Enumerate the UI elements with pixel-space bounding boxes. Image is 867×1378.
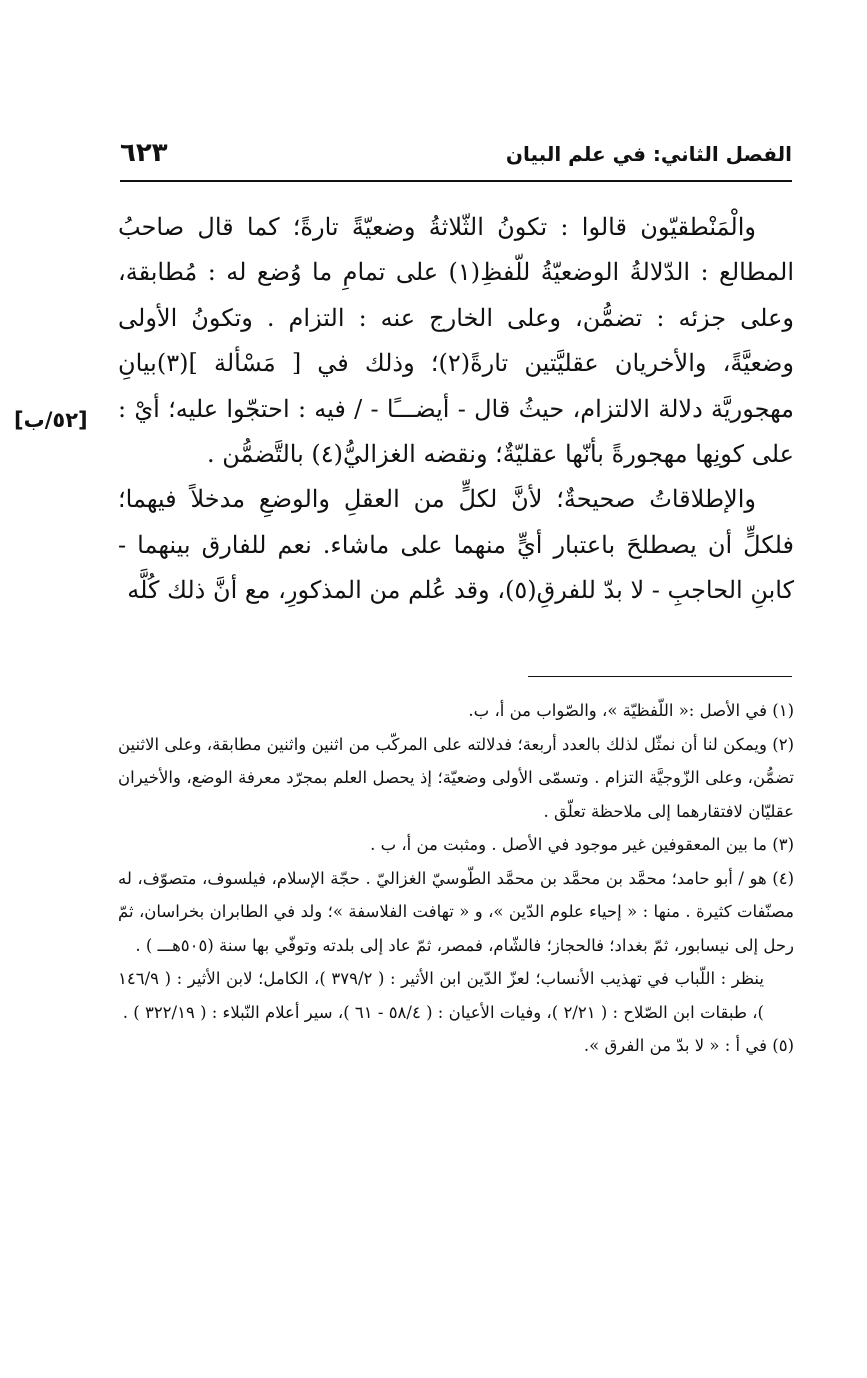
chapter-title: الفصل الثاني: في علم البيان	[505, 142, 792, 166]
manuscript-folio-marker: [٥٢/ب]	[14, 408, 88, 432]
body-paragraph: والْمَنْطقيّون قالوا : تكونُ الثّلاثةُ وضعيّةً تارةً؛ كما قال صاحبُ المطالع : الدّلالةُ الوضعيّةُ للّفظِ(١) على تمامِ ما وُضع له : مُطابقة، وعلى جزئه : تضمُّن، وعلى الخارج عنه : التزام . وتكونُ الأولى وضعيَّةً، والأخريان عقليَّتين تارةً(٢)؛ وذلك في [ مَسْألة ](٣)بيانِ مهجوريَّة دلالة الالتزام، حيثُ قال - أيضـــًا - / فيه : احتجّوا عليه؛ أيْ : على كونِها مهجورةً بأنّها عقليّةٌ؛ ونقضه الغزاليُّ(٤) بالتَّضمُّن .	[118, 213, 794, 469]
page-number: ٦٢٣	[120, 138, 168, 168]
body-paragraph: والإطلاقاتُ صحيحةٌ؛ لأنَّ لكلٍّ من العقلِ والوضعِ مدخلاً فيهما؛ فلكلٍّ أن يصطلحَ باعتبار أيٍّ منهما على ماشاء. نعم للفارق بينهما - كابنِ الحاجبِ - لا بدّ للفرقِ(٥)، وقد عُلم من المذكورِ، مع أنَّ ذلك كُلَّه	[118, 485, 794, 605]
main-text	[118, 205, 794, 614]
footnotes	[118, 694, 794, 1063]
footnote-references: ينظر : اللّباب في تهذيب الأنساب؛ لعزّ الدّين ابن الأثير : ( ٣٧٩/٢ )، الكامل؛ لابن الأثير : ( ١٤٦/٩ )، طبقات ابن الصّلاح : ( ٢/٢١ )، وفيات الأعيان : ( ٥٨/٤ - ٦١ )، سير أعلام النّبلاء : ( ٣٢٢/١٩ ) .	[118, 969, 764, 1022]
footnote-item: (١) في الأصل :« اللّفظيّة »، والصّواب من أ، ب.	[468, 701, 794, 720]
footnote-item: (٣) ما بين المعقوفين غير موجود في الأصل . ومثبت من أ، ب .	[370, 835, 794, 854]
footnote-separator	[528, 676, 792, 677]
running-header	[120, 140, 792, 182]
footnote-item: (٤) هو / أبو حامد؛ محمَّد بن محمَّد بن محمَّد الطّوسيّ الغزاليّ . حجّة الإسلام، فيلسوف، متصوّف، له مصنّفات كثيرة . منها : « إحياء علوم الدّين »، و « تهافت الفلاسفة »؛ ولد في الطابران بخراسان، ثمّ رحل إلى نيسابور، ثمّ بغداد؛ فالحجاز؛ فالشّام، فمصر، ثمّ عاد إلى بلدته وتوفّي بها سنة (٥٠٥هـــ ) .	[118, 868, 794, 955]
footnote-item: (٢) ويمكن لنا أن نمثّل لذلك بالعدد أربعة؛ فدلالته على المركّب من اثنين واثنين مطابقة، وعلى الاثنين تضمُّن، وعلى الزّوجيَّة التزام . وتسمّى الأولى وضعيّة؛ إذ يحصل العلم بمجرّد معرفة الوضع، والأخيران عقليّان لافتقارهما إلى ملاحظة تعلّق .	[118, 734, 794, 821]
footnote-item: (٥) في أ : « لا بدّ من الفرق ».	[583, 1036, 794, 1055]
